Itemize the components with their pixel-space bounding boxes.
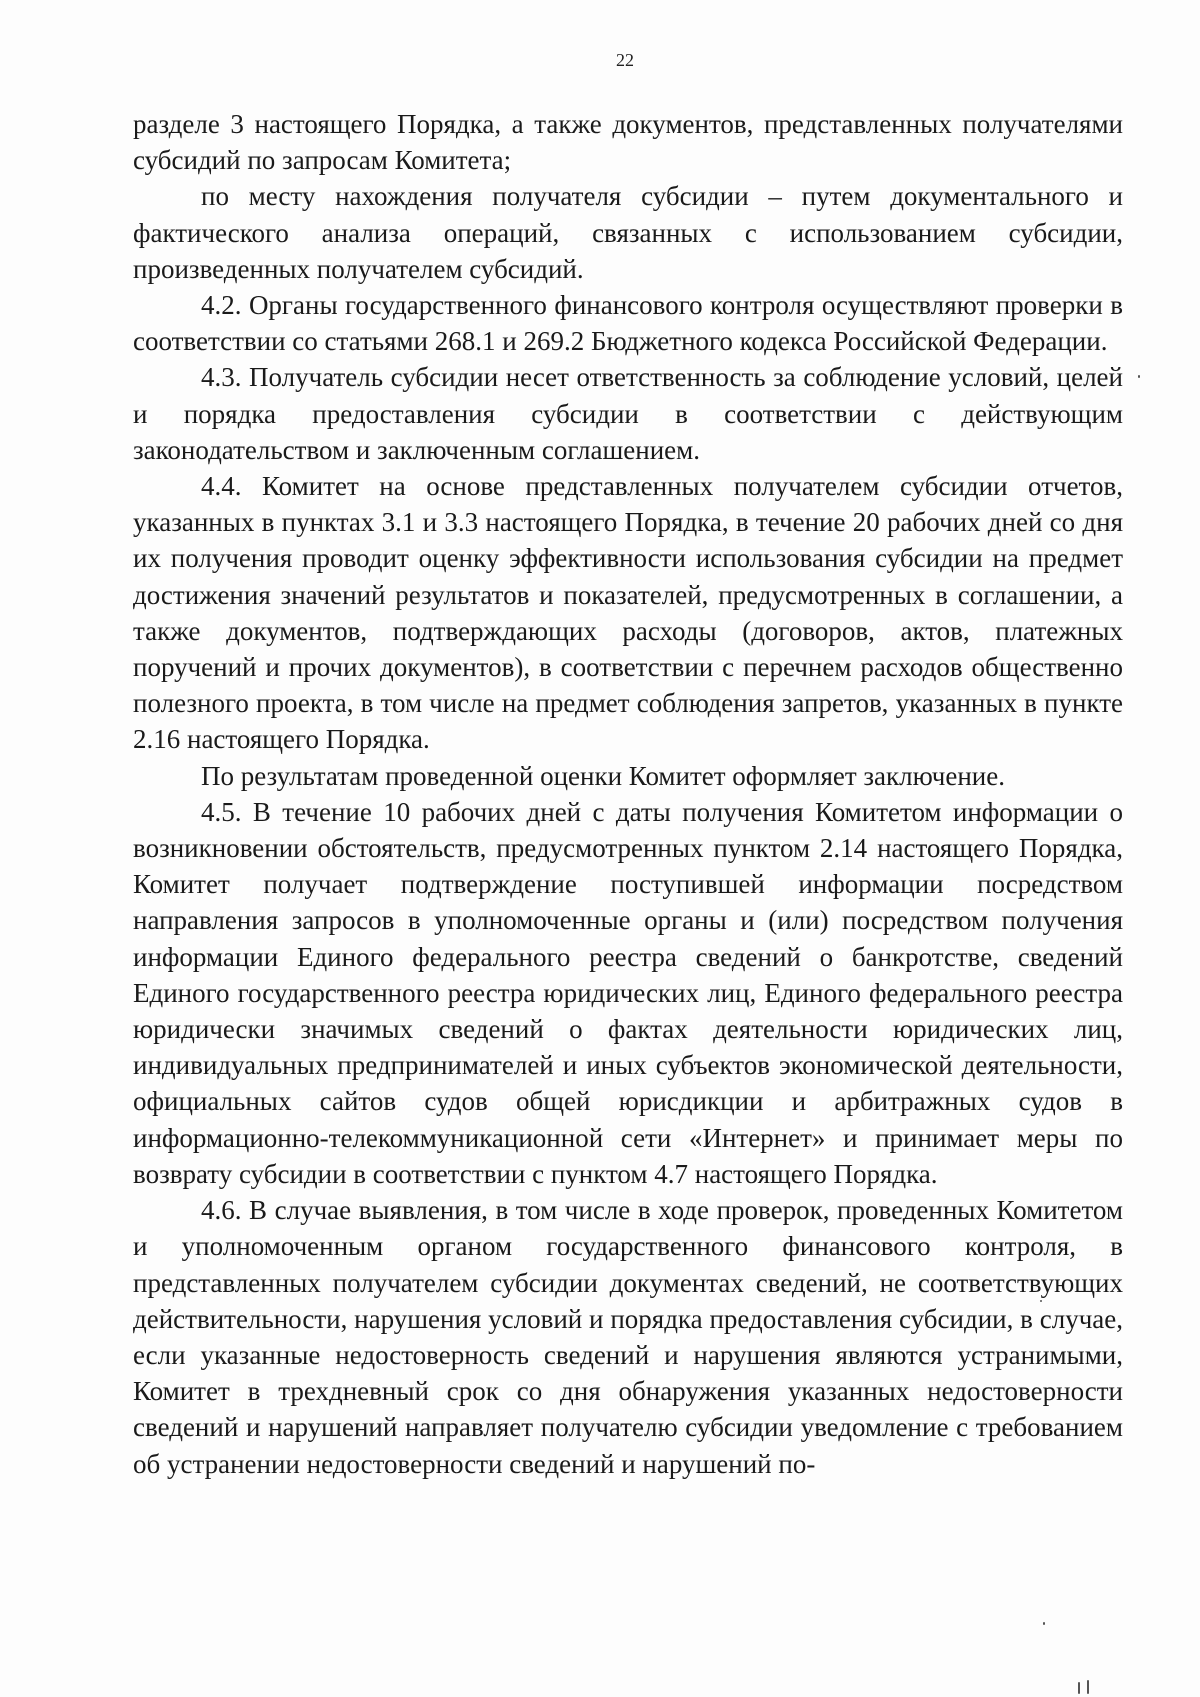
- scan-speck: [1078, 1682, 1080, 1694]
- scan-speck: [1138, 375, 1140, 378]
- scan-speck: [1040, 1300, 1042, 1302]
- paragraph-4-6: 4.6. В случае выявления, в том числе в ходе проверок, проведенных Комитетом и уполномоченным органом государственного финансового контроля, в представленных получателем субсидии документах сведений, не соответствующих действительности, нарушения условий и порядка предоставления субсидии, в случае, если указанные недостоверность сведений и нарушения являются устранимыми, Комитет в трехдневный срок со дня обнаружения указанных недостоверности сведений и нарушений направляет получателю субсидии уведомление с требованием об устранении недостоверности сведений и нарушений по-: [133, 1195, 1123, 1479]
- page-number: 22: [616, 50, 634, 70]
- scan-speck: [1087, 1680, 1089, 1694]
- document-body: [133, 106, 1123, 1482]
- paragraph-continuation: разделе 3 настоящего Порядка, а также документов, представленных получателями субсидий по запросам Комитета;: [133, 109, 1123, 176]
- paragraph-conclusion: По результатам проведенной оценки Комитет оформляет заключение.: [201, 760, 1005, 791]
- paragraph-4-4: 4.4. Комитет на основе представленных получателем субсидии отчетов, указанных в пунктах 3.1 и 3.3 настоящего Порядка, в течение 20 рабочих дней со дня их получения проводит оценку эффективности использования субсидии на предмет достижения значений результатов и показателей, предусмотренных в соглашении, а также документов, подтверждающих расходы (договоров, актов, платежных поручений и прочих документов), в соответствии с перечнем расходов общественно полезного проекта, в том числе на предмет соблюдения запретов, указанных в пункте 2.16 настоящего Порядка.: [133, 471, 1123, 755]
- paragraph-4-2: 4.2. Органы государственного финансового контроля осуществляют проверки в соответствии со статьями 268.1 и 269.2 Бюджетного кодекса Российской Федерации.: [133, 290, 1123, 357]
- paragraph-onsite-inspection: по месту нахождения получателя субсидии – путем документального и фактического анализа операций, связанных с использованием субсидии, произведенных получателем субсидий.: [133, 181, 1123, 284]
- paragraph-4-3: 4.3. Получатель субсидии несет ответственность за соблюдение условий, целей и порядка предоставления субсидии в соответствии с действующим законодательством и заключенным соглашением.: [133, 362, 1123, 465]
- paragraph-4-5: 4.5. В течение 10 рабочих дней с даты получения Комитетом информации о возникновении обстоятельств, предусмотренных пунктом 2.14 настоящего Порядка, Комитет получает подтверждение поступившей информации посредством направления запросов в уполномоченные органы и (или) посредством получения информации Единого федерального реестра сведений о банкротстве, сведений Единого государственного реестра юридических лиц, Единого федерального реестра юридически значимых сведений о фактах деятельности юридических лиц, индивидуальных предпринимателей и иных субъектов экономической деятельности, официальных сайтов судов общей юрисдикции и арбитражных судов в информационно-телекоммуникационной сети «Интернет» и принимает меры по возврату субсидии в соответствии с пунктом 4.7 настоящего Порядка.: [133, 796, 1123, 1189]
- scan-speck: [1043, 1622, 1045, 1625]
